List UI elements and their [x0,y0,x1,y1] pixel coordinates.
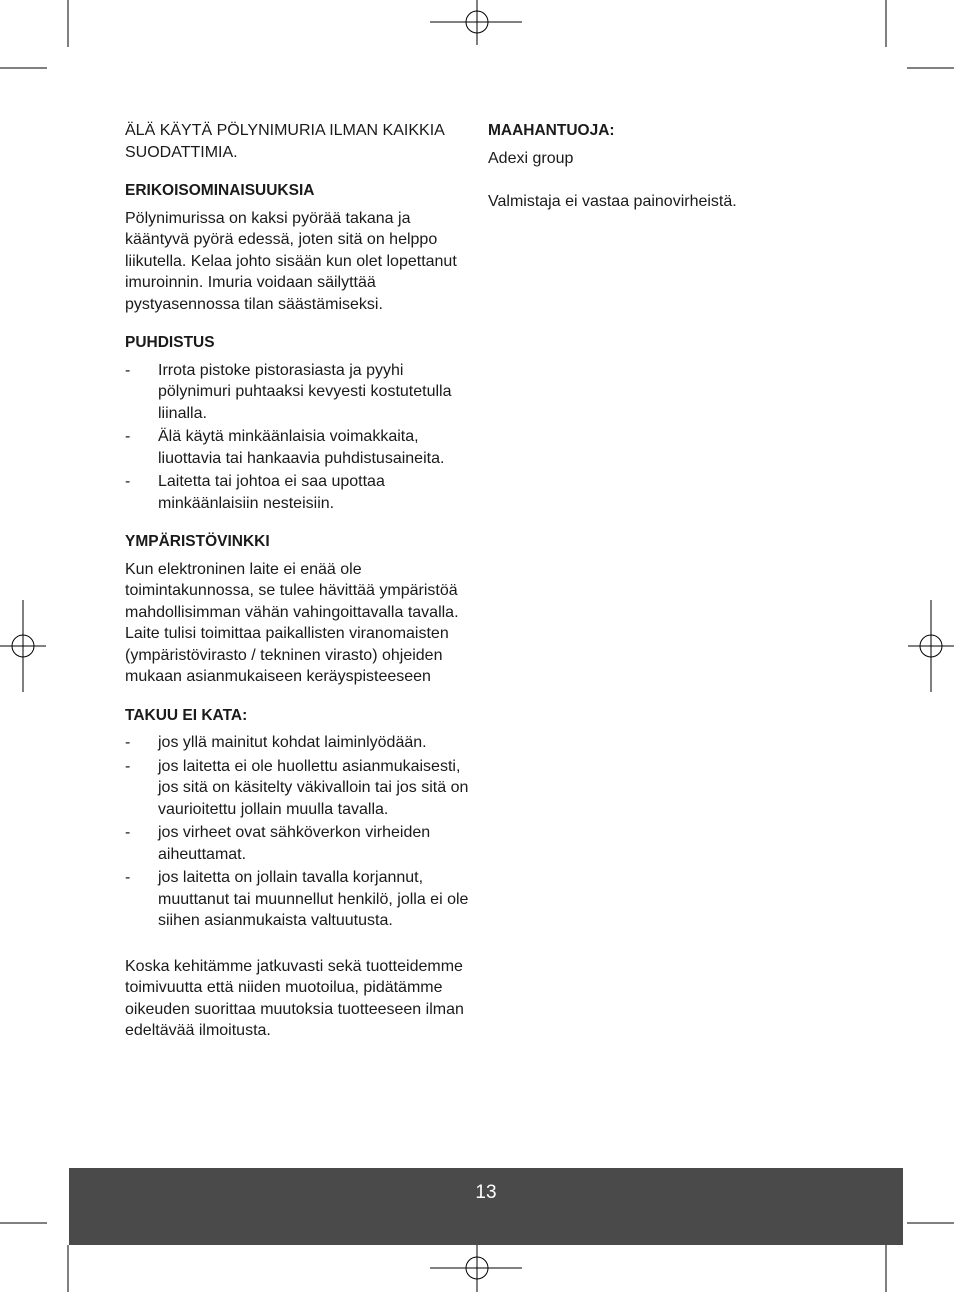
footer-band [69,1168,903,1245]
list-item: - Laitetta tai johtoa ei saa upottaa minkäänlaisiin nesteisiin. [125,473,385,512]
disclaimer: Valmistaja ei vastaa painovirheistä. [488,193,737,210]
warranty-section [125,705,470,932]
left-column [125,120,470,1042]
closing-note: Koska kehitämme jatkuvasti sekä tuotteidemme toimivuutta että niiden muotoilua, pidätämme oikeuden suorittaa muutoksia tuotteeseen ilman edeltävää ilmoitusta. [125,957,464,1039]
importer-heading: MAAHANTUOJA: [488,122,615,139]
cleaning-section [125,332,470,514]
environment-section [125,531,470,688]
list-item: - jos virheet ovat sähköverkon virheiden aiheuttamat. [125,824,431,863]
warranty-list [125,732,470,932]
features-heading: ERIKOISOMINAISUUKSIA [125,182,315,199]
environment-heading: YMPÄRISTÖVINKKI [125,533,270,550]
features-section [125,180,470,315]
warranty-heading: TAKUU EI KATA: [125,706,248,724]
right-column [488,120,818,213]
filter-warning: ÄLÄ KÄYTÄ PÖLYNIMURIA ILMAN KAIKKIA SUODATTIMIA. [125,122,444,161]
list-item: - jos yllä mainitut kohdat laiminlyödään. [125,734,427,751]
list-item: - Irrota pistoke pistorasiasta ja pyyhi pölynimuri puhtaaksi kevyesti kostutetulla liinalla. [125,361,452,422]
list-item: - Älä käytä minkäänlaisia voimakkaita, liuottavia tai hankaavia puhdistusaineita. [125,428,445,467]
page-number: 13 [475,1182,497,1203]
list-item: - jos laitetta ei ole huollettu asianmukaisesti, jos sitä on käsitelty väkivalloin tai jos sitä on vaurioitettu jollain muulla tavalla. [125,757,469,818]
features-text: Pölynimurissa on kaksi pyörää takana ja kääntyvä pyörä edessä, joten sitä on helppo liikutella. Kelaa johto sisään kun olet lopettanut imuroinnin. Imuria voidaan säilyttää pystyasennossa tilan säästämiseksi. [125,209,457,313]
importer-name: Adexi group [488,149,574,167]
environment-text: Kun elektroninen laite ei enää ole toimintakunnossa, se tulee hävittää ympäristöä mahdollisimman vähän vahingoittavalla tavalla. Laite tulisi toimittaa paikallisten viranomaisten (ympäristövirasto / tekninen virasto) ohjeiden mukaan asianmukaiseen keräyspisteeseen [125,560,459,685]
cleaning-heading: PUHDISTUS [125,334,215,351]
list-item: - jos laitetta on jollain tavalla korjannut, muuttanut tai muunnellut henkilö, jolla ei ole siihen asianmukaista valtuutusta. [125,869,469,929]
cleaning-list [125,360,470,515]
